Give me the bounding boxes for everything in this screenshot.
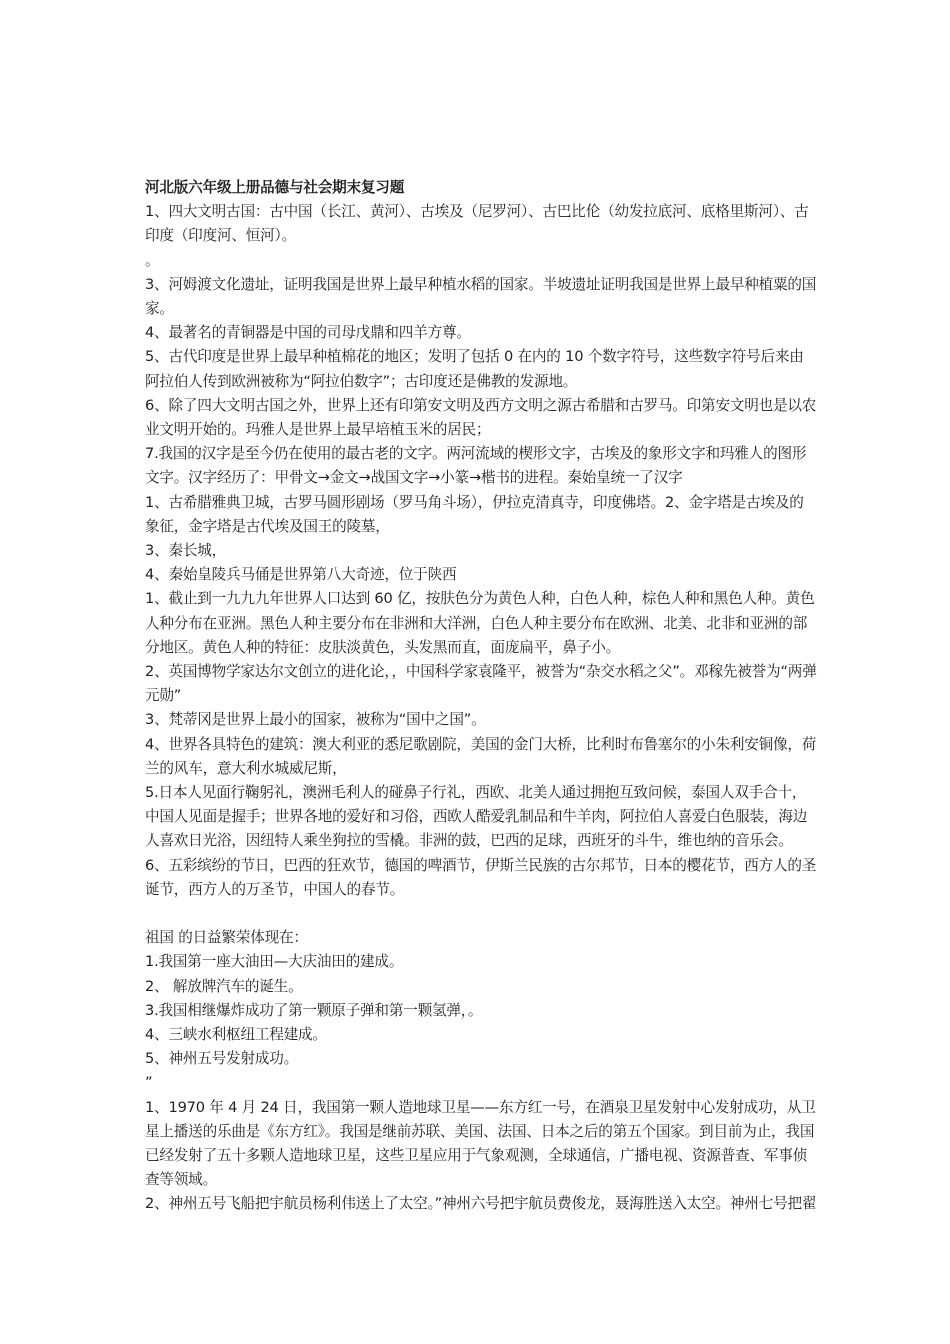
paragraph: 2、神州五号飞船把宇航员杨利伟送上了太空。”神州六号把宇航员费俊龙，聂海胜送入太空。神州七号把翟	[145, 1195, 817, 1213]
paragraph: 4、世界各具特色的建筑：澳大利亚的悉尼歌剧院，美国的金门大桥，比利时布鲁塞尔的小朱利安铜像，荷兰的风车，意大利水城威尼斯，	[145, 735, 817, 777]
paragraph: 5、古代印度是世界上最早种植棉花的地区；发明了包括 0 在内的 10 个数字符号，这些数字符号后来由阿拉伯人传到欧洲被称为“阿拉伯数字”；古印度还是佛教的发源地。	[145, 348, 804, 390]
paragraph: 4、最著名的青铜器是中国的司母戊鼎和四羊方尊。	[145, 324, 471, 342]
paragraph: 5.日本人见面行鞠躬礼，澳洲毛利人的碰鼻子行礼，西欧、北美人通过拥抱互致问候，泰国人双手合十，中国人见面是握手；世界各地的爱好和习俗，西欧人酷爱乳制品和牛羊肉，阿拉伯人喜爱白色服装，海边人喜欢日光浴，因纽特人乘坐狗拉的雪橇。非洲的鼓，巴西的足球，西班牙的斗牛，维也纳的音乐会。	[145, 784, 808, 850]
paragraph: 6、除了四大文明古国之外，世界上还有印第安文明及西方文明之源古希腊和古罗马。印第安文明也是以农业文明开始的。玛雅人是世界上最早培植玉米的居民；	[145, 396, 817, 439]
paragraph: ”	[145, 1074, 153, 1092]
paragraph: 1、四大文明古国：古中国（长江、黄河）、古埃及（尼罗河）、古巴比伦（幼发拉底河、底格里斯河）、古印度（印度河、恒河）。	[145, 203, 809, 245]
paragraph: 4、三峡水利枢纽工程建成。	[145, 1025, 327, 1043]
paragraph: 。	[145, 251, 160, 269]
paragraph-gap	[145, 902, 817, 926]
paragraph: 4、秦始皇陵兵马俑是世界第八大奇迹，位于陕西	[145, 566, 457, 584]
paragraph: 3、秦长城，	[145, 542, 227, 560]
paragraph: 6、五彩缤纷的节日，巴西的狂欢节，德国的啤酒节，伊斯兰民族的古尔邦节，日本的樱花节，西方人的圣诞节，西方人的万圣节，中国人的春节。	[145, 856, 817, 898]
paragraph: 3、河姆渡文化遗址，证明我国是世界上最早种植水稻的国家。半坡遗址证明我国是世界上最早种植粟的国家。	[145, 275, 817, 318]
paragraph: 1、1970 年 4 月 24 日，我国第一颗人造地球卫星——东方红一号，在酒泉卫星发射中心发射成功，从卫星上播送的乐曲是《东方红》。我国是继前苏联、美国、法国、日本之后的第五个国家。到目前为止，我国已经发射了五十多颗人造地球卫星，这些卫星应用于气象观测，全球通信，广播电视、资源普查、军事侦查等领域。	[145, 1098, 816, 1189]
paragraph: 2、英国博物学家达尔文创立的进化论，，中国科学家袁隆平，被誉为“杂交水稻之父”。邓稼先被誉为“两弹元勋”	[145, 663, 817, 705]
paragraph: 3、梵蒂冈是世界上最小的国家，被称为“国中之国”。	[145, 711, 486, 729]
document-title: 河北版六年级上册品德与社会期末复习题	[145, 179, 405, 196]
paragraph: 祖国 的日益繁荣体现在：	[145, 929, 308, 947]
paragraph: 1.我国第一座大油田—大庆油田的建成。	[145, 953, 404, 971]
document-page	[145, 176, 817, 1217]
paragraph: 2、 解放牌汽车的诞生。	[145, 977, 303, 995]
paragraph: 1、古希腊雅典卫城，古罗马圆形剧场（罗马角斗场），伊拉克清真寺，印度佛塔。2、金字塔是古埃及的象征，金字塔是古代埃及国王的陵墓，	[145, 493, 804, 535]
paragraph: 1、截止到一九九九年世界人口达到 60 亿，按肤色分为黄色人种，白色人种，棕色人种和黑色人种。黄色人种分布在亚洲。黑色人种主要分布在非洲和大洋洲，白色人种主要分布在欧洲、北美、北非和亚洲的部分地区。黄色人种的特征：皮肤淡黄色，头发黑而直，面庞扁平，鼻子小。	[145, 590, 815, 656]
paragraph: 5、神州五号发射成功。	[145, 1050, 299, 1068]
paragraph: 7.我国的汉字是至今仍在使用的最古老的文字。两河流域的楔形文字，古埃及的象形文字和玛雅人的图形文字。汉字经历了：甲骨文→金文→战国文字→小篆→楷书的进程。秦始皇统一了汉字	[145, 445, 807, 487]
paragraph: 3.我国相继爆炸成功了第一颗原子弹和第一颗氢弹，。	[145, 1001, 483, 1019]
